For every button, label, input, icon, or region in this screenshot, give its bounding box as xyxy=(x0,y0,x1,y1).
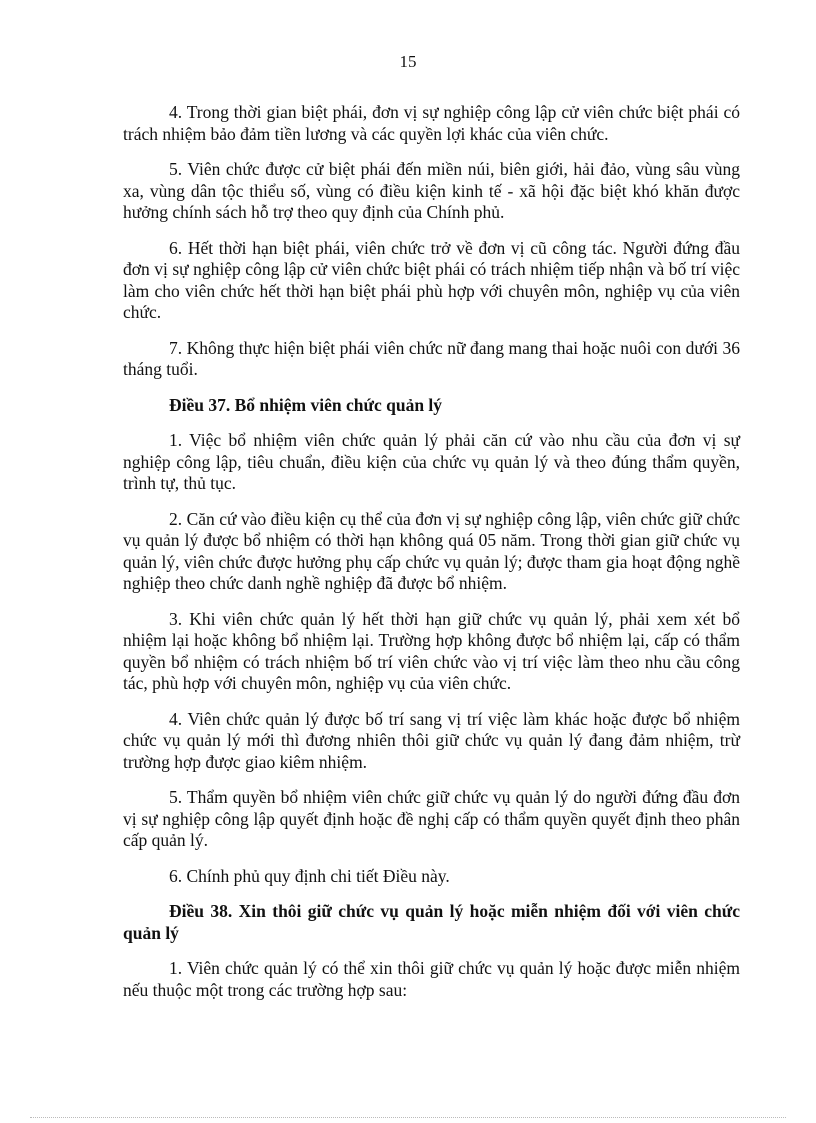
article-37-heading: Điều 37. Bổ nhiệm viên chức quản lý xyxy=(169,394,443,415)
paragraph-art36-clause5: 5. Viên chức được cử biệt phái đến miền núi, biên giới, hải đảo, vùng sâu vùng xa, vùng dân tộc thiểu số, vùng có điều kiện kinh tế - xã hội đặc biệt khó khăn được hưởng chính sách hỗ trợ theo quy định của Chính phủ. xyxy=(123,159,740,222)
paragraph-art37-clause4: 4. Viên chức quản lý được bố trí sang vị trí việc làm khác hoặc được bổ nhiệm chức vụ quản lý mới thì đương nhiên thôi giữ chức vụ quản lý đang đảm nhiệm, trừ trường hợp được giao kiêm nhiệm. xyxy=(123,708,740,772)
article-38-heading: Điều 38. Xin thôi giữ chức vụ quản lý hoặc miễn nhiệm đối với viên chức quản lý xyxy=(123,901,740,943)
paragraph-art37-clause1: 1. Việc bổ nhiệm viên chức quản lý phải căn cứ vào nhu cầu của đơn vị sự nghiệp công lập, tiêu chuẩn, điều kiện của chức vụ quản lý và theo đúng thẩm quyền, trình tự, thủ tục. xyxy=(123,430,740,493)
paragraph-art37-clause6: 6. Chính phủ quy định chi tiết Điều này. xyxy=(169,865,450,886)
paragraph-art37-clause2: 2. Căn cứ vào điều kiện cụ thể của đơn vị sự nghiệp công lập, viên chức giữ chức vụ quản lý được bổ nhiệm có thời hạn không quá 05 năm. Trong thời gian giữ chức vụ quản lý, viên chức được hưởng phụ cấp chức vụ quản lý; được tham gia hoạt động nghề nghiệp theo chức danh nghề nghiệp đã được bổ nhiệm. xyxy=(123,508,740,593)
paragraph-art38-clause1: 1. Viên chức quản lý có thể xin thôi giữ chức vụ quản lý hoặc được miễn nhiệm nếu thuộc một trong các trường hợp sau: xyxy=(123,958,740,1000)
footer-divider xyxy=(30,1117,786,1118)
paragraph-art36-clause7: 7. Không thực hiện biệt phái viên chức nữ đang mang thai hoặc nuôi con dưới 36 tháng tuổi. xyxy=(123,337,740,379)
paragraph-art37-clause3: 3. Khi viên chức quản lý hết thời hạn giữ chức vụ quản lý, phải xem xét bổ nhiệm lại hoặc không bổ nhiệm lại. Trường hợp không được bổ nhiệm lại, cấp có thẩm quyền bổ nhiệm có trách nhiệm bố trí viên chức vào vị trí việc làm theo nhu cầu công tác, phù hợp với chuyên môn, nghiệp vụ của viên chức. xyxy=(123,608,740,693)
page-number: 15 xyxy=(399,52,417,71)
document-body xyxy=(123,102,740,1015)
paragraph-art36-clause6: 6. Hết thời hạn biệt phái, viên chức trở về đơn vị cũ công tác. Người đứng đầu đơn vị sự nghiệp công lập cử viên chức biệt phái có trách nhiệm tiếp nhận và bố trí việc làm cho viên chức hết thời hạn biệt phái phù hợp với chuyên môn, nghiệp vụ của viên chức. xyxy=(123,237,740,322)
paragraph-art36-clause4: 4. Trong thời gian biệt phái, đơn vị sự nghiệp công lập cử viên chức biệt phái có trách nhiệm bảo đảm tiền lương và các quyền lợi khác của viên chức. xyxy=(123,102,740,144)
paragraph-art37-clause5: 5. Thẩm quyền bổ nhiệm viên chức giữ chức vụ quản lý do người đứng đầu đơn vị sự nghiệp công lập quyết định hoặc đề nghị cấp có thẩm quyền quyết định theo phân cấp quản lý. xyxy=(123,787,740,850)
